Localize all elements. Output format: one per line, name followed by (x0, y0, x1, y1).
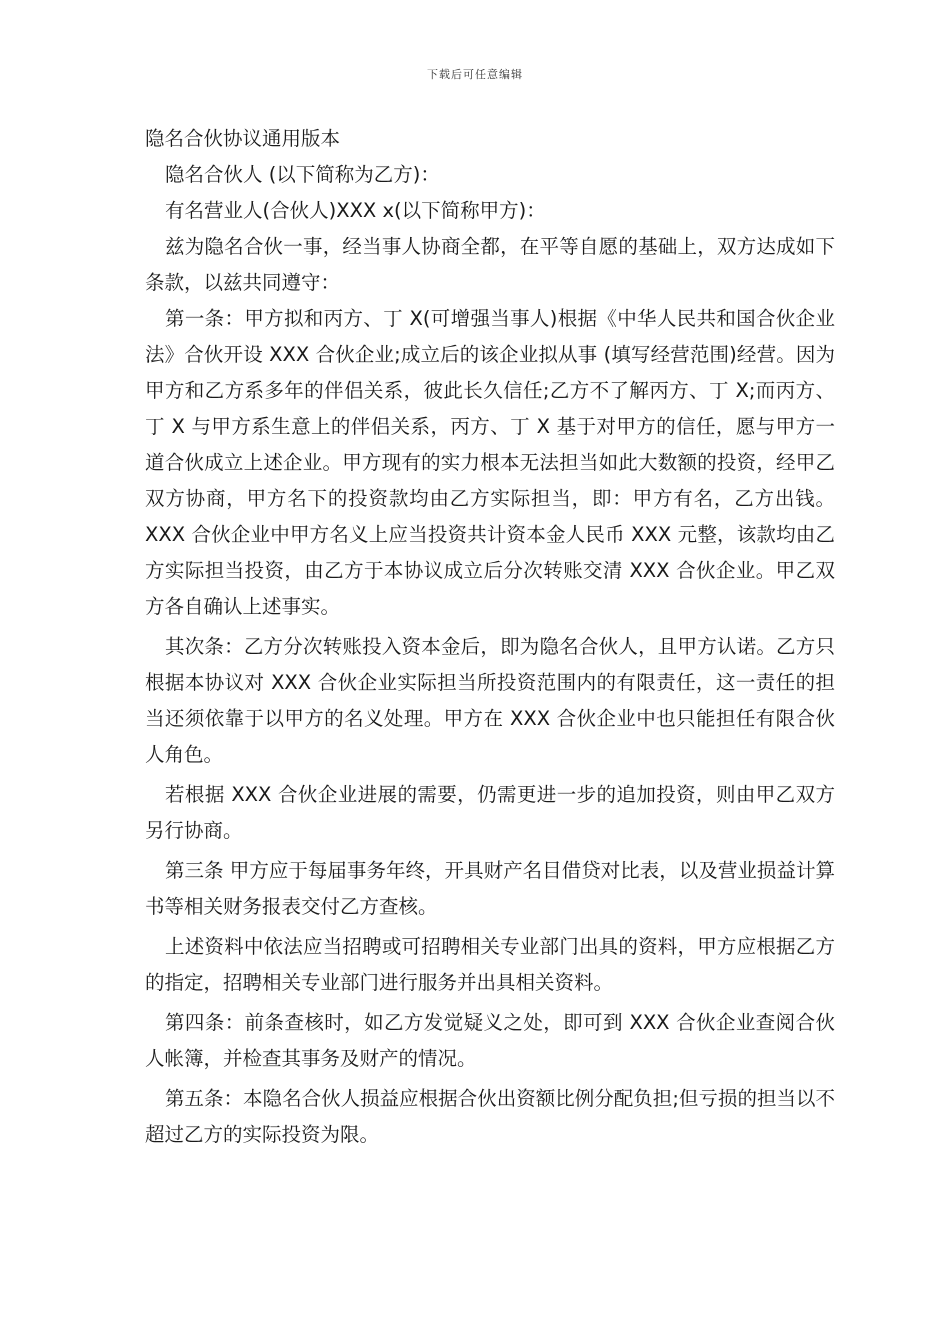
paragraph-article-2: 其次条：乙方分次转账投入资本金后，即为隐名合伙人，且甲方认诺。乙方只根据本协议对 XXX 合伙企业实际担当所投资范围内的有限责任，这一责任的担当还须依靠于以甲方的名义处理。甲方在 XXX 合伙企业中也只能担任有限合伙人角色。 (145, 635, 835, 766)
page-header: 下载后可任意编辑 (427, 68, 523, 81)
paragraph-article-1: 第一条：甲方拟和丙方、丁 X(可增强当事人)根据《中华人民共和国合伙企业法》合伙开设 XXX 合伙企业;成立后的该企业拟从事 (填写经营范围)经营。因为甲方和乙方系多年的伴侣关系，彼此长久信任;乙方不了解丙方、丁 X;而丙方、丁 X 与甲方系生意上的伴侣关系，丙方、丁 X 基于对甲方的信任，愿与甲方一道合伙成立上述企业。甲方现有的实力根本无法担当如此大数额的投资，经甲乙双方协商，甲方名下的投资款均由乙方实际担当，即：甲方有名，乙方出钱。XXX 合伙企业中甲方名义上应当投资共计资本金人民币 XXX 元整，该款均由乙方实际担当投资，由乙方于本协议成立后分次转账交清 XXX 合伙企业。甲乙双方各自确认上述事实。 (145, 307, 835, 618)
paragraph-silent-partner: 隐名合伙人 (以下简称为乙方)： (165, 163, 440, 186)
document-body (145, 121, 835, 1153)
document-title: 隐名合伙协议通用版本 (145, 127, 341, 150)
paragraph-article-3: 第三条 甲方应于每届事务年终，开具财产名目借贷对比表，以及营业损益计算书等相关财务报表交付乙方查核。 (145, 859, 835, 918)
paragraph-additional-investment: 若根据 XXX 合伙企业进展的需要，仍需更进一步的追加投资，则由甲乙双方另行协商。 (145, 783, 835, 842)
paragraph-article-4: 第四条：前条查核时，如乙方发觉疑义之处，即可到 XXX 合伙企业查阅合伙人帐簿，并检查其事务及财产的情况。 (145, 1011, 835, 1070)
paragraph-article-5: 第五条：本隐名合伙人损益应根据合伙出资额比例分配负担;但亏损的担当以不超过乙方的实际投资为限。 (145, 1087, 835, 1146)
paragraph-hired-materials: 上述资料中依法应当招聘或可招聘相关专业部门出具的资料，甲方应根据乙方的指定，招聘相关专业部门进行服务并出具相关资料。 (145, 935, 835, 994)
paragraph-preamble: 兹为隐名合伙一事，经当事人协商全都，在平等自愿的基础上，双方达成如下条款，以兹共同遵守： (145, 235, 835, 294)
paragraph-named-partner: 有名营业人(合伙人)XXX x(以下简称甲方)： (165, 199, 546, 222)
